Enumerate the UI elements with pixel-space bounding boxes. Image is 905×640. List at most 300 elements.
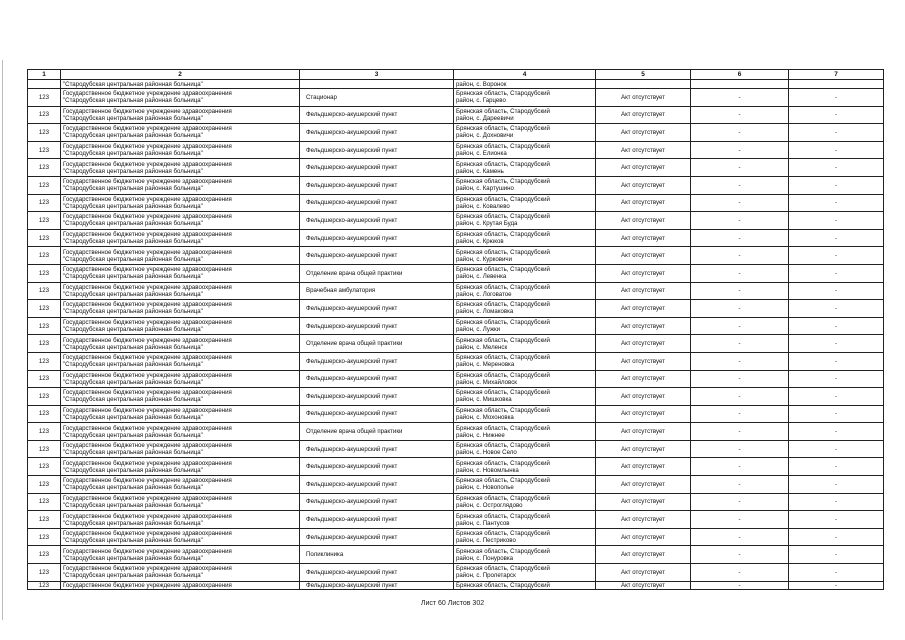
cell-col7-line: - [834, 568, 838, 576]
cell-num [28, 352, 61, 370]
cell-org [61, 247, 300, 265]
cell-num [28, 493, 61, 511]
cell-address-line: Брянская область, Стародубский [456, 565, 550, 573]
cell-type-line: Фельдшерско-акушерский пункт [306, 252, 398, 260]
cell-act [596, 511, 691, 529]
cell-num [28, 264, 61, 282]
cell-address-line: район, с. Меленск [456, 343, 508, 351]
cell-type-line: Фельдшерско-акушерский пункт [306, 146, 398, 154]
cell-col6 [691, 176, 789, 194]
cell-type-line: Фельдшерско-акушерский пункт [306, 199, 398, 207]
cell-address-line: район, с. Новополье [456, 484, 514, 492]
table-row [28, 511, 884, 529]
cell-col6-line: - [738, 93, 741, 101]
cell-act [596, 564, 691, 582]
cell-address-line: Брянская область, Стародубский [456, 90, 550, 98]
cell-address [454, 511, 596, 529]
cell-act [596, 159, 691, 177]
cell-address-line: Брянская область, Стародубский [456, 389, 550, 397]
cell-act-line: Акт отсутствует [621, 234, 665, 242]
cell-col7 [789, 476, 884, 494]
cell-org [61, 423, 300, 441]
cell-type [300, 352, 454, 370]
cell-num-line: 123 [38, 287, 50, 295]
cell-act-line: Акт отсутствует [621, 581, 665, 589]
cell-act-line: Акт отсутствует [621, 252, 665, 260]
cell-type-line: Фельдшерско-акушерский пункт [306, 581, 398, 589]
cell-act-line: Акт отсутствует [621, 392, 665, 400]
column-header-3: 3 [300, 70, 454, 80]
cell-col6-line: - [738, 269, 741, 277]
cell-act [596, 476, 691, 494]
cell-col7-line: - [834, 322, 838, 330]
cell-org [61, 212, 300, 230]
cell-org [61, 388, 300, 406]
cell-org [61, 476, 300, 494]
cell-org-line: Государственное бюджетное учреждение здравоохранения [63, 424, 232, 432]
cell-act [596, 458, 691, 476]
table-row [28, 300, 884, 318]
cell-act [596, 212, 691, 230]
table-row [28, 405, 884, 423]
cell-org [61, 564, 300, 582]
cell-org [61, 176, 300, 194]
cell-col6-line: - [738, 234, 741, 242]
cell-org [61, 335, 300, 353]
cell-address [454, 458, 596, 476]
cell-col7-line: - [834, 498, 838, 506]
cell-col6-line: - [738, 146, 741, 154]
table-row [28, 335, 884, 353]
cell-act-line: Акт отсутствует [621, 428, 665, 436]
cell-org [61, 440, 300, 458]
cell-col7-line: - [834, 463, 838, 471]
cell-col6 [691, 440, 789, 458]
cell-address-line: Брянская область, Стародубский [456, 494, 550, 502]
cell-act [596, 581, 691, 589]
cell-org [61, 458, 300, 476]
cell-address [454, 493, 596, 511]
cell-type-line: Стационар [306, 93, 337, 101]
cell-num-line: 123 [38, 269, 50, 277]
cell-type-line: Фельдшерско-акушерский пункт [306, 181, 398, 189]
cell-col6-line: - [738, 533, 741, 541]
cell-col6 [691, 388, 789, 406]
cell-address-line: район, с. Дохновичи [456, 132, 514, 140]
cell-org-line: Государственное бюджетное учреждение здравоохранения [63, 547, 232, 555]
cell-act [596, 528, 691, 546]
cell-num [28, 300, 61, 318]
cell-address-line: район, с. Гарцево [456, 97, 506, 105]
cell-col7-line: - [834, 581, 838, 589]
cell-address [454, 106, 596, 124]
cell-org-line: Государственное бюджетное учреждение здравоохранения [63, 581, 232, 589]
cell-act-line: Акт отсутствует [621, 516, 665, 524]
cell-col7 [789, 80, 884, 89]
cell-act [596, 282, 691, 300]
cell-num [28, 141, 61, 159]
cell-col6-line: - [738, 410, 741, 418]
cell-type [300, 546, 454, 564]
cell-address-line: Брянская область, Стародубский [456, 125, 550, 133]
cell-col6 [691, 493, 789, 511]
cell-col7-line: - [834, 216, 838, 224]
cell-num [28, 282, 61, 300]
cell-act-line: Акт отсутствует [621, 445, 665, 453]
cell-num-line: 123 [38, 128, 50, 136]
cell-org-line: Государственное бюджетное учреждение здравоохранения [63, 160, 232, 168]
cell-address-line: район, с. Дареевичи [456, 114, 514, 122]
cell-num-line: 123 [38, 581, 50, 589]
cell-num-line: 123 [38, 199, 50, 207]
cell-act-line: Акт отсутствует [621, 568, 665, 576]
cell-org-line: Государственное бюджетное учреждение здравоохранения [63, 389, 232, 397]
cell-act [596, 352, 691, 370]
cell-org-line: "Стародубская центральная районная больница" [63, 431, 203, 439]
cell-col6-line: - [738, 164, 741, 172]
page-footer: Лист 60 Листов 302 [420, 600, 485, 607]
cell-act-line: Акт отсутствует [621, 533, 665, 541]
column-header-1: 1 [28, 70, 61, 80]
cell-org-line: "Стародубская центральная районная больница" [63, 185, 203, 193]
cell-col7-line: - [834, 111, 838, 119]
cell-act-line: Акт отсутствует [621, 146, 665, 154]
cell-num [28, 476, 61, 494]
cell-col7 [789, 493, 884, 511]
cell-address [454, 564, 596, 582]
cell-col6-line: - [738, 252, 741, 260]
cell-col7-line: - [834, 304, 838, 312]
cell-type [300, 282, 454, 300]
cell-org-line: "Стародубская центральная районная больница" [63, 220, 203, 228]
table-row [28, 352, 884, 370]
header-row [28, 70, 884, 80]
cell-num-line: 123 [38, 252, 50, 260]
cell-num [28, 229, 61, 247]
cell-address [454, 282, 596, 300]
cell-address-line: Брянская область, Стародубский [456, 178, 550, 186]
cell-col6 [691, 124, 789, 142]
cell-col7 [789, 511, 884, 529]
cell-type [300, 511, 454, 529]
cell-address-line: Брянская область, Стародубский [456, 371, 550, 379]
cell-col7 [789, 335, 884, 353]
cell-org-line: "Стародубская центральная районная больница" [63, 449, 203, 457]
cell-num-line: 123 [38, 93, 50, 101]
cell-num-line: 123 [38, 216, 50, 224]
cell-col7-line: - [834, 428, 838, 436]
cell-address-line: район, с. Лужки [456, 326, 501, 334]
cell-num [28, 546, 61, 564]
cell-col6-line: - [738, 181, 741, 189]
cell-type-line: Отделение врача общей практики [306, 428, 403, 436]
cell-org-line: Государственное бюджетное учреждение здравоохранения [63, 565, 232, 573]
continued-row [28, 80, 884, 89]
cell-address [454, 335, 596, 353]
cell-col7 [789, 229, 884, 247]
cell-col6-line: - [738, 304, 741, 312]
cell-col6-line: - [738, 111, 741, 119]
cell-act-line: Акт отсутствует [621, 304, 665, 312]
cell-col7 [789, 247, 884, 265]
cell-address-line: район, с. Мохоновка [456, 413, 514, 421]
cell-type [300, 493, 454, 511]
cell-num [28, 581, 61, 589]
cell-type-line: Фельдшерско-акушерский пункт [306, 234, 398, 242]
cell-address-line: район, с. Пантусов [456, 519, 510, 527]
cell-org [61, 493, 300, 511]
cell-address-line: Брянская область, Стародубский [456, 530, 550, 538]
cell-num-line: 123 [38, 445, 50, 453]
column-header-4: 4 [454, 70, 596, 80]
cell-address-line: район, с. Мишковка [456, 396, 512, 404]
cell-org [61, 300, 300, 318]
cell-org-line: Государственное бюджетное учреждение здравоохранения [63, 406, 232, 414]
cell-col7-line: - [834, 357, 838, 365]
cell-col6-line: - [738, 480, 741, 488]
cell-type [300, 528, 454, 546]
cell-col7-line: - [834, 410, 838, 418]
cell-col7 [789, 264, 884, 282]
cell-type-line: Фельдшерско-акушерский пункт [306, 533, 398, 541]
cell-type [300, 370, 454, 388]
cell-num-line: 123 [38, 480, 50, 488]
cell-type-line: Фельдшерско-акушерский пункт [306, 445, 398, 453]
cell-address-line: район, с. Крутая Буда [456, 220, 518, 228]
cell-org-line: "Стародубская центральная районная больница" [63, 378, 203, 386]
cell-org-line: Государственное бюджетное учреждение здравоохранения [63, 283, 232, 291]
cell-act-line: Акт отсутствует [621, 340, 665, 348]
cell-address-line: район, с. Камень [456, 167, 504, 175]
cell-col6 [691, 423, 789, 441]
cell-col6-line: - [738, 199, 741, 207]
cell-address-line: Брянская область, Стародубский [456, 354, 550, 362]
cell-org-line: "Стародубская центральная районная больница" [63, 519, 203, 527]
cell-type [300, 423, 454, 441]
cell-type [300, 176, 454, 194]
cell-act-line: Акт отсутствует [621, 551, 665, 559]
cell-num [28, 159, 61, 177]
cell-col7-line: - [834, 252, 838, 260]
cell-act [596, 264, 691, 282]
cell-address [454, 229, 596, 247]
cell-address-line: Брянская область, Стародубский [456, 406, 550, 414]
cell-col6 [691, 229, 789, 247]
cell-address [454, 581, 596, 589]
cell-org [61, 106, 300, 124]
cell-act-line: Акт отсутствует [621, 93, 665, 101]
cell-address [454, 476, 596, 494]
cell-num [28, 247, 61, 265]
cell-act-line: Акт отсутствует [621, 375, 665, 383]
cell-type-line: Фельдшерско-акушерский пункт [306, 375, 398, 383]
cell-col6-line: - [738, 498, 741, 506]
cell-type-line: Врачебная амбулатория [306, 287, 376, 295]
cell-type-line: Фельдшерско-акушерский пункт [306, 568, 398, 576]
cell-col7 [789, 300, 884, 318]
cell-org [61, 581, 300, 589]
cell-type [300, 106, 454, 124]
cell-address [454, 388, 596, 406]
cell-col7-line: - [834, 146, 838, 154]
cell-col7-line: - [834, 375, 838, 383]
cell-col6 [691, 247, 789, 265]
cell-col7-line: - [834, 93, 838, 101]
table-row [28, 247, 884, 265]
cell-address [454, 423, 596, 441]
cell-org-line: "Стародубская центральная районная больница" [63, 238, 203, 246]
cell-col6-line: - [738, 128, 741, 136]
cell-type-line: Фельдшерско-акушерский пункт [306, 392, 398, 400]
cell-org-line: "Стародубская центральная районная больница" [63, 150, 203, 158]
cell-address-line: Брянская область, Стародубский [456, 512, 550, 520]
cell-num [28, 528, 61, 546]
cell-org-line: "Стародубская центральная районная больница" [63, 413, 203, 421]
cell-col6-line: - [738, 322, 741, 330]
cell-org-line: "Стародубская центральная районная больница" [63, 290, 203, 298]
registry-table [27, 69, 884, 590]
cell-org-line: Государственное бюджетное учреждение здравоохранения [63, 266, 232, 274]
page-edge-mark [2, 60, 3, 620]
cell-address [454, 176, 596, 194]
cell-num [28, 212, 61, 230]
cell-address-line: Брянская область, Стародубский [456, 336, 550, 344]
cell-org-line: "Стародубская центральная районная больница" [63, 537, 203, 545]
cell-col6-line: - [738, 287, 741, 295]
cell-org-line: Государственное бюджетное учреждение здравоохранения [63, 143, 232, 151]
cell-col6-line: - [738, 340, 741, 348]
cell-num-line: 123 [38, 111, 50, 119]
cell-address [454, 370, 596, 388]
cell-num [28, 388, 61, 406]
cell-address-line: район, с. Ковалево [456, 202, 510, 210]
table-row [28, 141, 884, 159]
cell-num-line: 123 [38, 357, 50, 365]
cell-num-line: 123 [38, 375, 50, 383]
cell-type [300, 80, 454, 89]
cell-num [28, 440, 61, 458]
column-header-5: 5 [596, 70, 691, 80]
cell-address-line: Брянская область, Стародубский [456, 195, 550, 203]
cell-col7-line: - [834, 128, 838, 136]
cell-act-line: Акт отсутствует [621, 128, 665, 136]
cell-col6 [691, 282, 789, 300]
cell-col7 [789, 124, 884, 142]
cell-address-line: Брянская область, Стародубский [456, 107, 550, 115]
table-row-last [28, 581, 884, 589]
cell-num-line: 123 [38, 304, 50, 312]
cell-address [454, 212, 596, 230]
cell-num-line: 123 [38, 146, 50, 154]
cell-org-line: "Стародубская центральная районная больница" [63, 501, 203, 509]
cell-act [596, 335, 691, 353]
cell-address-line: район, с. Михайловск [456, 378, 517, 386]
table-row [28, 423, 884, 441]
cell-col6 [691, 300, 789, 318]
cell-org [61, 405, 300, 423]
cell-type-line: Фельдшерско-акушерский пункт [306, 498, 398, 506]
cell-org-line: "Стародубская центральная районная больница" [63, 114, 203, 122]
cell-col7 [789, 159, 884, 177]
cell-address-line: район, с. Ломаковка [456, 308, 514, 316]
cell-col6 [691, 317, 789, 335]
cell-col7 [789, 106, 884, 124]
cell-address: район, с. Воронок [454, 80, 596, 89]
cell-org-line: "Стародубская центральная районная больница" [63, 273, 203, 281]
cell-num-line: 123 [38, 428, 50, 436]
cell-act [596, 546, 691, 564]
cell-act [596, 247, 691, 265]
cell-col6 [691, 212, 789, 230]
cell-org-line: "Стародубская центральная районная больница" [63, 361, 203, 369]
cell-num [28, 89, 61, 107]
cell-type [300, 335, 454, 353]
cell-type-line: Фельдшерско-акушерский пункт [306, 216, 398, 224]
cell-address-line: Брянская область, Стародубский [456, 477, 550, 485]
cell-org-line: "Стародубская центральная районная больница" [63, 326, 203, 334]
cell-type [300, 317, 454, 335]
cell-col6 [691, 89, 789, 107]
cell-org-line: Государственное бюджетное учреждение здравоохранения [63, 195, 232, 203]
cell-act-line: Акт отсутствует [621, 410, 665, 418]
cell-col6-line: - [738, 463, 741, 471]
cell-org-line: Государственное бюджетное учреждение здравоохранения [63, 512, 232, 520]
cell-col7-line: - [834, 199, 838, 207]
table-row [28, 264, 884, 282]
cell-address-line: Брянская область, Стародубский [456, 248, 550, 256]
cell-col6 [691, 370, 789, 388]
table-row [28, 159, 884, 177]
cell-org [61, 264, 300, 282]
cell-type [300, 212, 454, 230]
cell-col7 [789, 212, 884, 230]
table-row [28, 564, 884, 582]
cell-address-line: район, с. Курковичи [456, 255, 513, 263]
column-header-6: 6 [691, 70, 789, 80]
cell-org-line: Государственное бюджетное учреждение здравоохранения [63, 442, 232, 450]
cell-col7-line: - [834, 181, 838, 189]
cell-act [596, 493, 691, 511]
cell-col6 [691, 80, 789, 89]
cell-act-line: Акт отсутствует [621, 216, 665, 224]
table-row [28, 493, 884, 511]
cell-type [300, 124, 454, 142]
cell-org [61, 282, 300, 300]
cell-col7-line: - [834, 480, 838, 488]
cell-org-line: Государственное бюджетное учреждение здравоохранения [63, 459, 232, 467]
cell-col7 [789, 282, 884, 300]
cell-type [300, 581, 454, 589]
table-row [28, 89, 884, 107]
table-row [28, 528, 884, 546]
table-row [28, 370, 884, 388]
cell-num [28, 80, 61, 89]
table-row [28, 212, 884, 230]
cell-type-line: Отделение врача общей практики [306, 269, 403, 277]
cell-type-line: Фельдшерско-акушерский пункт [306, 164, 398, 172]
cell-col7 [789, 423, 884, 441]
cell-act [596, 176, 691, 194]
cell-org-line: Государственное бюджетное учреждение здравоохранения [63, 107, 232, 115]
cell-col7 [789, 388, 884, 406]
cell-address-line: район, с. Пролетарск [456, 572, 516, 580]
cell-org-line: Государственное бюджетное учреждение здравоохранения [63, 319, 232, 327]
cell-col6 [691, 159, 789, 177]
cell-num [28, 176, 61, 194]
cell-org-line: Государственное бюджетное учреждение здравоохранения [63, 371, 232, 379]
table-row [28, 176, 884, 194]
cell-address-line: район, с. Мереновка [456, 361, 515, 369]
